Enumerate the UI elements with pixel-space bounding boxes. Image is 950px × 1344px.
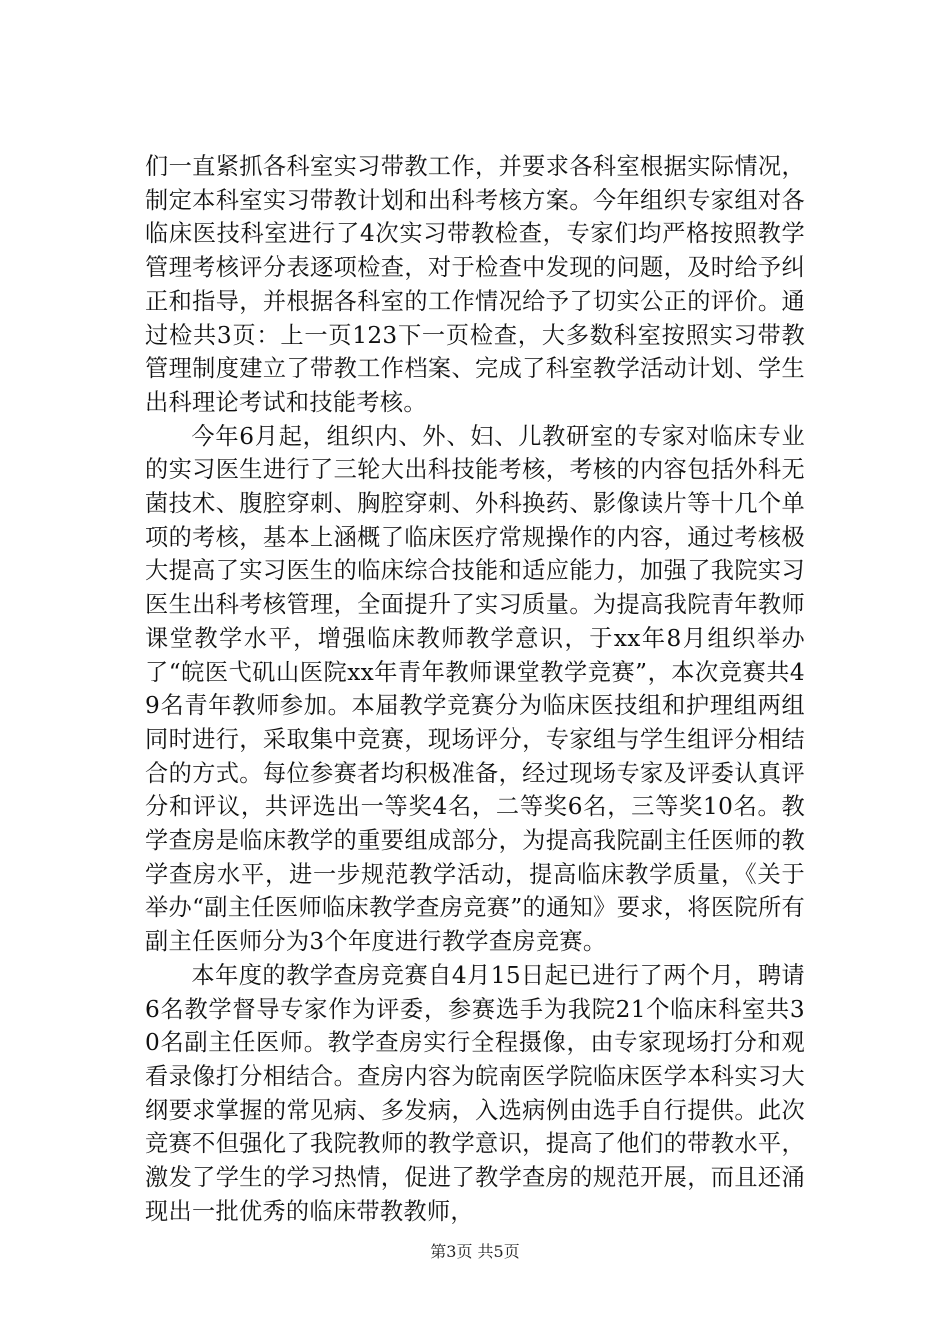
paragraph-1: 们一直紧抓各科室实习带教工作，并要求各科室根据实际情况，制定本科室实习带教计划和出科考核方案。今年组织专家组对各临床医技科室进行了4次实习带教检查，专家们均严格按照教学管理考核评分表逐项检查，对于检查中发现的问题，及时给予纠正和指导，并根据各科室的工作情况给予了切实公正的评价。通过检共3页：上一页123下一页检查，大多数科室按照实习带教管理制度建立了带教工作档案、完成了科室教学活动计划、学生出科理论考试和技能考核。 <box>145 153 805 416</box>
page-footer: 第3页 共5页 <box>430 1242 520 1261</box>
document-body <box>145 150 805 1229</box>
paragraph-3: 本年度的教学查房竞赛自4月15日起已进行了两个月，聘请6名教学督导专家作为评委，参赛选手为我院21个临床科室共30名副主任医师。教学查房实行全程摄像，由专家现场打分和观看录像打分相结合。查房内容为皖南医学院临床医学本科实习大纲要求掌握的常见病、多发病，入选病例由选手自行提供。此次竞赛不但强化了我院教师的教学意识，提高了他们的带教水平，激发了学生的学习热情，促进了教学查房的规范开展，而且还涌现出一批优秀的临床带教教师， <box>145 961 805 1225</box>
paragraph-2: 今年6月起，组织内、外、妇、儿教研室的专家对临床专业的实习医生进行了三轮大出科技能考核，考核的内容包括外科无菌技术、腹腔穿刺、胸腔穿刺、外科换药、影像读片等十几个单项的考核，基本上涵概了临床医疗常规操作的内容，通过考核极大提高了实习医生的临床综合技能和适应能力，加强了我院实习医生出科考核管理，全面提升了实习质量。为提高我院青年教师课堂教学水平，增强临床教师教学意识，于xx年8月组织举办了“皖医弋矶山医院xx年青年教师课堂教学竞赛”，本次竞赛共49名青年教师参加。本届教学竞赛分为临床医技组和护理组两组同时进行，采取集中竞赛，现场评分，专家组与学生组评分相结合的方式。每位参赛者均积极准备，经过现场专家及评委认真评分和评议，共评选出一等奖4名，二等奖6名，三等奖10名。教学查房是临床教学的重要组成部分，为提高我院副主任医师的教学查房水平，进一步规范教学活动，提高临床教学质量，《关于举办“副主任医师临床教学查房竞赛”的通知》要求，将医院所有副主任医师分为3个年度进行教学查房竞赛。 <box>145 422 805 956</box>
